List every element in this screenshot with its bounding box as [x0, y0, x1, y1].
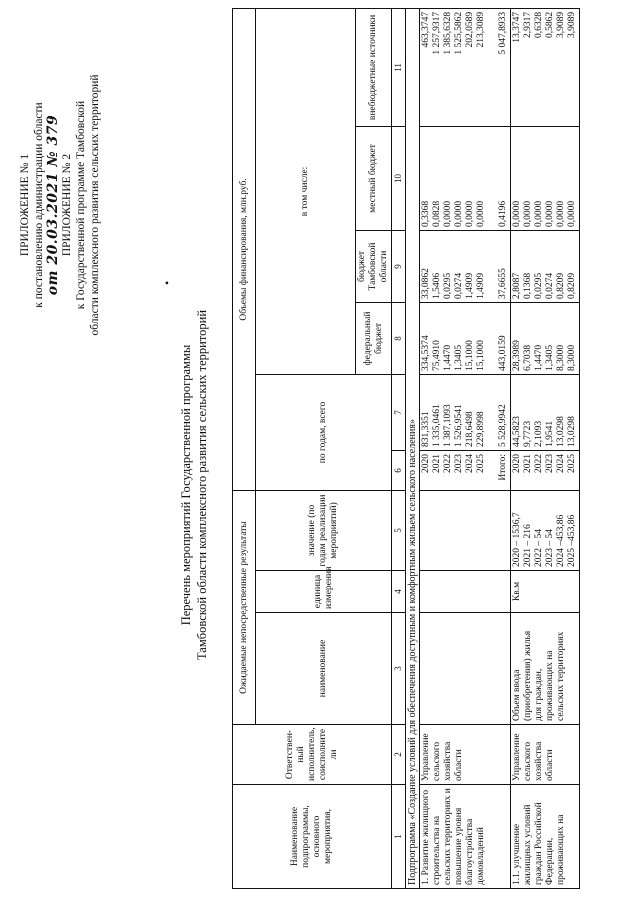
measure-name: 1. Развитие жилищного строительства на сельских территориях и повышение уровня благоустройства домовладений — [420, 785, 511, 889]
year-list: 2020 2021 2022 2023 2024 2025 — [511, 450, 580, 490]
federal-values: 334,5374 75,4910 1,4470 1,3405 15,1000 15,1000 443,0159 — [420, 302, 511, 374]
header-row-1 — [233, 8, 256, 888]
result-values — [420, 490, 511, 570]
result-name — [420, 613, 511, 725]
appendix-2-label: ПРИЛОЖЕНИЕ № 2 — [61, 153, 73, 257]
col-header-extra: внебюджетные источники — [356, 8, 392, 126]
regional-values: 33,0862 1,5406 0,0295 0,0274 1,4909 1,4909 37,6655 — [420, 230, 511, 302]
col-header-value: значение (по годам реализации мероприятий) — [256, 490, 392, 570]
result-unit — [420, 571, 511, 613]
federal-values: 28,3989 6,7038 1,4470 1,3405 8,3000 8,3000 — [511, 302, 580, 374]
total-values: 831,3351 1 335,0461 1 387,1093 1 526,9541 218,6498 229,8998 5 528,9942 — [420, 374, 511, 450]
table-row — [511, 8, 580, 888]
appendix-header — [18, 40, 102, 370]
extra-values: 463,3747 1 257,9317 1 385,6328 1 525,5862 202,0589 213,3089 5 047,8933 — [420, 8, 511, 126]
col-header-result-name: наименование — [256, 613, 392, 725]
responsible-executor: Управление сельского хозяйства области — [511, 725, 580, 785]
subprogram-row — [406, 8, 420, 888]
document-title — [178, 205, 210, 765]
col-number: 2 — [392, 725, 406, 785]
col-number: 3 — [392, 613, 406, 725]
col-number: 5 — [392, 490, 406, 570]
col-number: 1 — [392, 785, 406, 889]
table-row — [420, 8, 511, 888]
responsible-executor: Управление сельского хозяйства области — [420, 725, 511, 785]
title-line-1: Перечень мероприятий Государственной программы — [179, 344, 193, 626]
handwritten-date-number: от 20.03.2021 № 379 — [45, 114, 61, 296]
col-header-results: Ожидаемые непосредственные результаты — [233, 490, 256, 724]
regional-values: 2,8087 0,1368 0,0295 0,0274 0,8209 0,8209 — [511, 230, 580, 302]
col-header-local: местный бюджет — [356, 126, 392, 230]
col-number: 6 — [392, 450, 406, 490]
col-header-unit: единица измерения — [256, 571, 392, 613]
extra-values: 13,3747 2,9317 0,6328 0,5862 3,9089 3,9089 — [511, 8, 580, 126]
col-number: 8 — [392, 302, 406, 374]
year-list: 2020 2021 2022 2023 2024 2025 Итого: — [420, 450, 511, 490]
result-values: 2020 – 1536,7 2021 – 216 2022 – 54 2023 – 54 2024 –453,86 2025 –453,86 — [511, 490, 580, 570]
col-number: 11 — [392, 8, 406, 126]
col-header-responsible: Ответствен-ный исполнитель, соисполните ли — [233, 725, 392, 785]
col-number: 4 — [392, 571, 406, 613]
decree-reference: к постановлению администрации области — [33, 102, 45, 308]
total-values: 44,5823 9,7723 2,1093 1,9541 13,0298 13,0298 — [511, 374, 580, 450]
program-reference-line2: области комплексного развития сельских территорий — [89, 74, 101, 336]
local-values: 0,3368 0,0828 0,0000 0,0000 0,0000 0,0000 0,4196 — [420, 126, 511, 230]
measure-name: 1.1. улучшение жилищных условий граждан Российской Федерации, проживающих на — [511, 785, 580, 889]
col-header-federal: федеральный бюджет — [356, 302, 392, 374]
stray-dot: • — [160, 280, 174, 285]
col-number: 9 — [392, 230, 406, 302]
col-header-name: Наименование подпрограммы, основного мероприятия, — [233, 785, 392, 889]
title-line-2: Тамбовской области комплексного развития сельских территорий — [195, 309, 209, 661]
program-reference-line1: к Государственной программе Тамбовской — [75, 100, 87, 310]
result-name: Объем ввода (приобретения) жилья для граждан, проживающих на сельских территориях — [511, 613, 580, 725]
col-header-including: в том числе: — [256, 8, 356, 374]
result-unit: Кв.м — [511, 571, 580, 613]
col-header-years-total: по годам, всего — [256, 374, 392, 490]
col-header-funding: Объемы финансирования, млн.руб. — [233, 8, 256, 490]
appendix-1-label: ПРИЛОЖЕНИЕ № 1 — [19, 153, 31, 257]
subprogram-title: Подпрограмма «Создание условий для обеспечения доступным и комфортным жильем сельского населения» — [406, 8, 420, 888]
local-values: 0,0000 0,0000 0,0000 0,0000 0,0000 0,0000 — [511, 126, 580, 230]
column-numbers-row — [392, 8, 406, 888]
col-number: 7 — [392, 374, 406, 450]
measures-table — [232, 8, 580, 889]
col-number: 10 — [392, 126, 406, 230]
col-header-regional: бюджет Тамбовской области — [356, 230, 392, 302]
